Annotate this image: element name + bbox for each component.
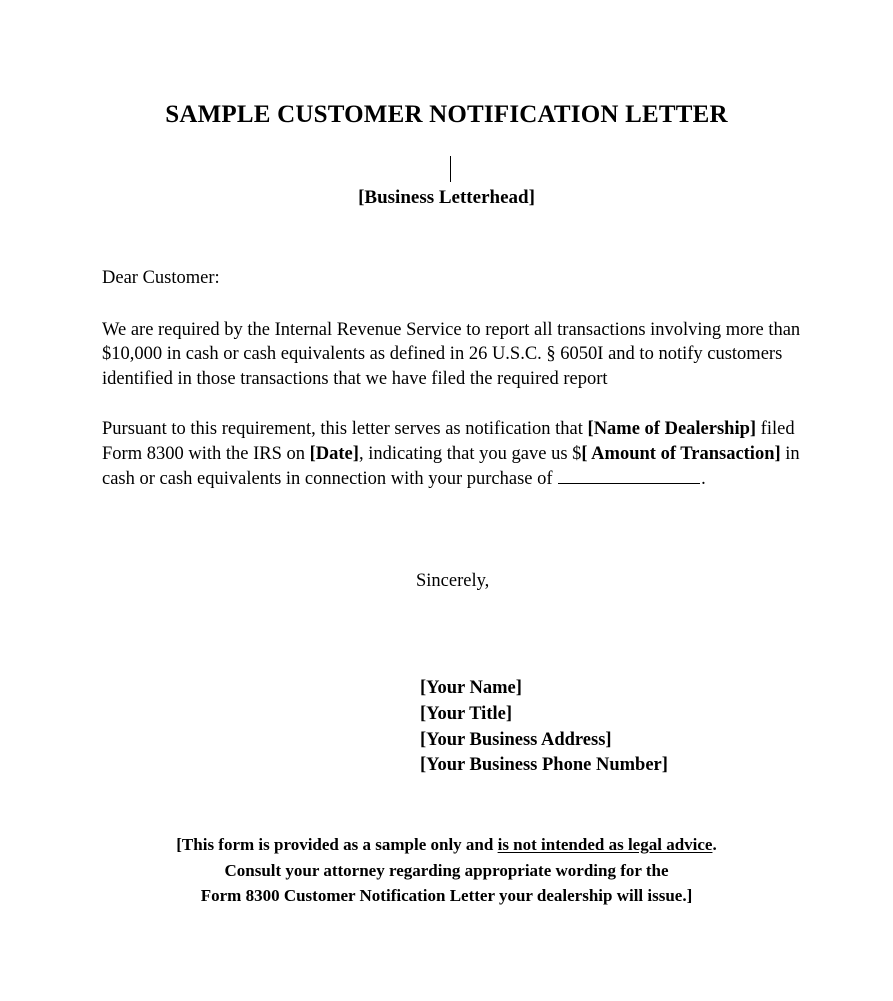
paragraph-reporting-requirement: We are required by the Internal Revenue Service to report all transactions involving more than $10,000 in cash or cash equivalents as defined in 26 U.S.C. § 6050I and to notify customers identified in those transactions that we have filed the required report: [102, 319, 801, 389]
disclaimer-underlined-phrase: is not intended as legal advice: [497, 835, 713, 854]
business-letterhead-placeholder: [Business Letterhead]: [358, 187, 535, 208]
paragraph-notification-part3: , indicating that you gave us $: [358, 443, 582, 464]
placeholder-amount-of-transaction: [ Amount of Transaction]: [581, 443, 781, 464]
salutation: Dear Customer:: [102, 268, 220, 288]
paragraph-notification-part4: in cash or cash equivalents in connection with your purchase of: [102, 443, 800, 489]
disclaimer-note: [0, 832, 893, 909]
disclaimer-line-2: Consult your attorney regarding appropriate wording for the: [224, 860, 669, 880]
placeholder-date: [Date]: [309, 443, 359, 464]
disclaimer-line-1-prefix: [This form is provided as a sample only and: [176, 835, 498, 854]
signature-line-your-title: [Your Title]: [420, 703, 512, 724]
signature-line-your-name: [Your Name]: [420, 678, 522, 698]
signature-block: [420, 676, 668, 779]
signature-line-business-phone: [Your Business Phone Number]: [420, 755, 668, 776]
paragraph-notification-part2: filed Form 8300 with the IRS on: [102, 419, 795, 464]
text-cursor-caret: [450, 156, 451, 182]
paragraph-notification-part5: .: [701, 468, 706, 489]
disclaimer-line-1-suffix: .: [712, 835, 717, 854]
paragraph-notification: [102, 417, 802, 491]
blank-fill-in-line: [558, 467, 700, 483]
signature-line-business-address: [Your Business Address]: [420, 729, 612, 750]
disclaimer-line-3: Form 8300 Customer Notification Letter your dealership will issue.]: [200, 886, 693, 905]
closing-salutation: Sincerely,: [416, 571, 490, 591]
letter-body: [102, 266, 802, 491]
placeholder-name-of-dealership: [Name of Dealership]: [587, 419, 757, 440]
disclaimer-line-1: [0, 832, 893, 858]
paragraph-notification-part1: Pursuant to this requirement, this letter serves as notification that: [102, 419, 588, 440]
page-title: SAMPLE CUSTOMER NOTIFICATION LETTER: [165, 101, 728, 128]
